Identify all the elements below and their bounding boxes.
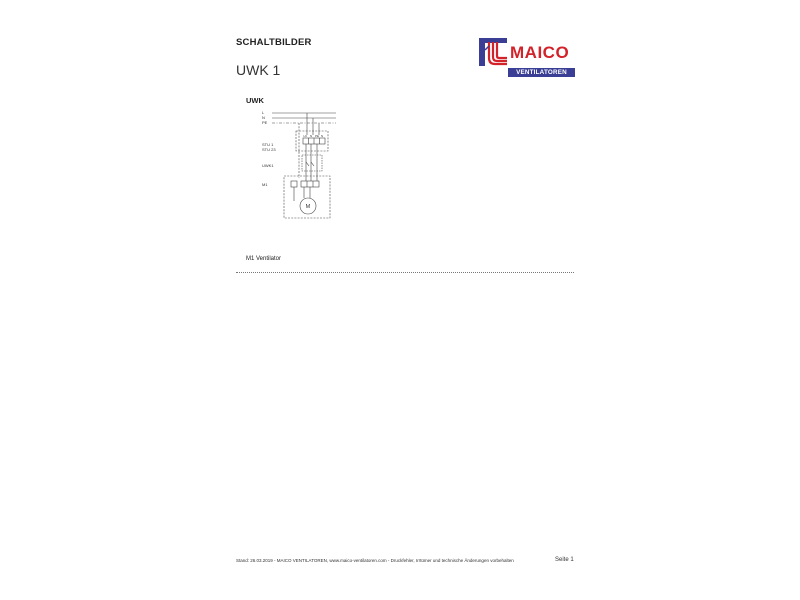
footer-note: Stand: 26.03.2019 - MAICO VENTILATOREN, www.maico-ventilatoren.com - Druckfehler, Irrtümer und technische Änderungen vorbehalten [236,558,514,563]
device-label: UWK1 [262,163,274,168]
wiring-diagram [258,108,348,223]
device-label: STU 1 [262,142,274,147]
maico-brand-text: MAICO [510,43,570,62]
line-label: N [262,115,265,120]
device-label: M1 [262,182,268,187]
wiring-diagram-svg [258,108,348,223]
maico-logo-mark-icon [479,38,507,66]
page-number: Seite 1 [555,557,574,563]
legend-item: M1 Ventilator [246,256,282,262]
section-title: SCHALTBILDER [236,37,312,48]
maico-subline: VENTILATOREN [508,68,575,77]
device-label: STU 23 [262,147,276,152]
terminal-label: N [321,134,324,138]
maico-logo [479,38,575,80]
line-label: L [262,110,265,115]
terminal-label: PE [315,134,320,138]
divider [236,272,574,273]
terminal-label: N [310,134,313,138]
line-label: PE [262,120,268,125]
terminal-label: LK [303,134,308,138]
diagram-title: UWK [246,96,264,105]
page-title: UWK 1 [236,62,281,78]
motor-symbol: M [305,204,311,210]
